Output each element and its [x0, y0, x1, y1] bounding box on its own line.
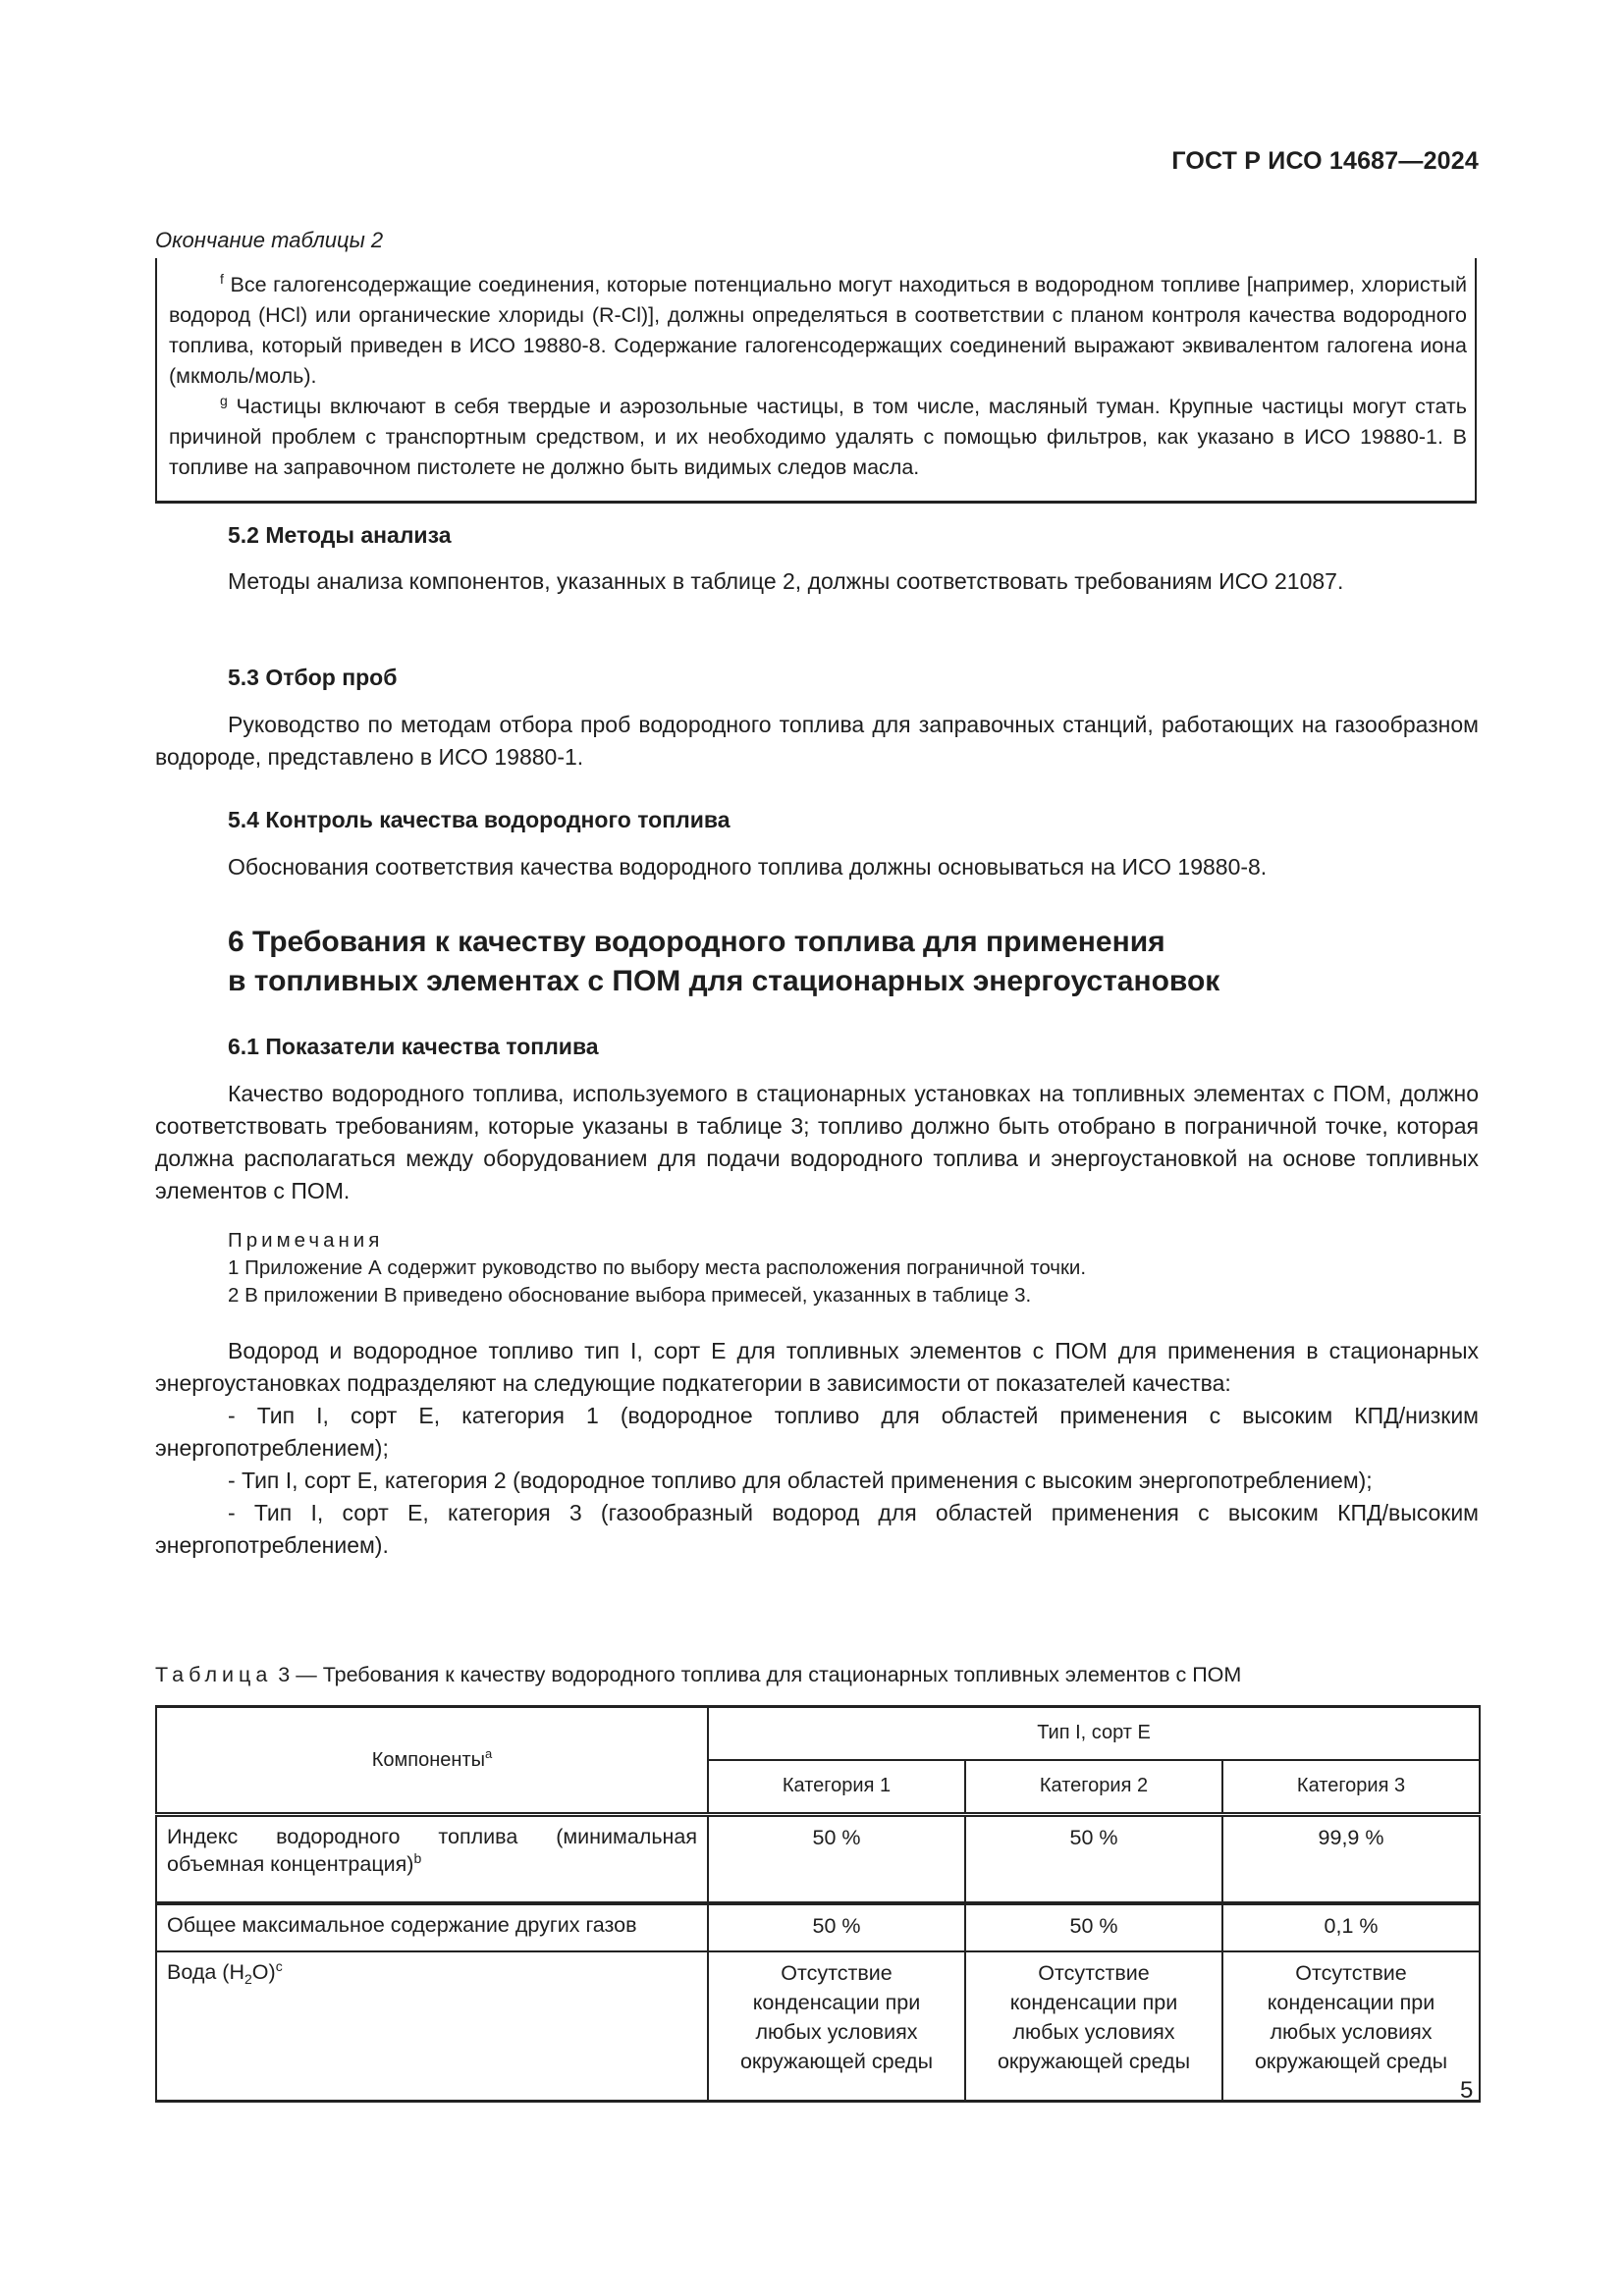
footnote-g: $^g$ Частицы включают в себя твердые и аэрозольные частицы, в том числе, масляный туман. Крупные частицы могут стать причиной проблем с транспортным средством, и их необходимо удалять с помощью фильтров, как указано в ИСО 19880-1. В топливе на заправочном пистолете не должно быть видимых следов масла.: [169, 393, 1467, 479]
cell-value: Отсутствие конденсации при любых условиях окружающей среды: [708, 1951, 965, 2102]
footnote-mark: g: [220, 393, 228, 408]
note-item: 2 В приложении В приведено обоснование выбора примесей, указанных в таблице 3.: [228, 1284, 1032, 1307]
col-header-components: Компоненты$^a$: [156, 1707, 708, 1815]
section-5-3-text: Руководство по методам отбора проб водородного топлива для заправочных станций, работающих на газообразном водороде, представлено в ИСО 19880-1.: [155, 712, 1479, 770]
table3-caption: Таблица 3 — Требования к качеству водородного топлива для стационарных топливных элементов с ПОМ: [155, 1663, 1242, 1686]
col-header-category-3: Категория 3: [1222, 1760, 1480, 1815]
section-5-4-title: 5.4 Контроль качества водородного топлива: [228, 807, 731, 832]
category-item: - Тип I, сорт E, категория 3 (газообразный водород для областей применения с высоким КПД/высоким энергопотреблением).: [155, 1500, 1479, 1558]
section-5-2-text: Методы анализа компонентов, указанных в таблице 2, должны соответствовать требованиям ИСО 21087.: [228, 568, 1344, 594]
cell-value: 50 %: [965, 1815, 1222, 1904]
table-row: [156, 1951, 1480, 2102]
category-item: - Тип I, сорт E, категория 1 (водородное топливо для областей применения с высоким КПД/низким энергопотреблением);: [155, 1403, 1479, 1461]
cell-value: 99,9 %: [1222, 1815, 1480, 1904]
table2-footnotes-box: [155, 258, 1477, 504]
row-label: Общее максимальное содержание других газов: [156, 1903, 708, 1951]
section-5-4-text: Обоснования соответствия качества водородного топлива должны основываться на ИСО 19880-8.: [228, 854, 1268, 880]
cell-value: 50 %: [708, 1815, 965, 1904]
section-6-title: 6 Требования к качеству водородного топлива для применения в топливных элементах с ПОМ для стационарных энергоустановок: [228, 926, 1220, 997]
footnote-mark: f: [220, 271, 224, 287]
col-header-category-2: Категория 2: [965, 1760, 1222, 1815]
table-continuation-label: Окончание таблицы 2: [155, 228, 384, 252]
section-5-3-title: 5.3 Отбор проб: [228, 665, 398, 690]
section-6-1-title: 6.1 Показатели качества топлива: [228, 1034, 599, 1059]
cell-value: 50 %: [965, 1903, 1222, 1951]
cell-value: 50 %: [708, 1903, 965, 1951]
cell-value: Отсутствие конденсации при любых условиях окружающей среды: [1222, 1951, 1480, 2102]
row-label: Индекс водородного топлива (минимальная объемная концентрация)$^b$: [156, 1815, 708, 1904]
table-row: [156, 1815, 1480, 1904]
note-item: 1 Приложение А содержит руководство по выбору места расположения пограничной точки.: [228, 1256, 1087, 1279]
section-6-1-text: Качество водородного топлива, используемого в стационарных установках на топливных элементах с ПОМ, должно соответствовать требованиям, которые указаны в таблице 3; топливо должно быть отобрано в пограничной точке, которая должна располагаться между оборудованием для подачи водородного топлива и энергоустановкой на основе топливных элементов с ПОМ.: [155, 1081, 1479, 1203]
cell-value: 0,1 %: [1222, 1903, 1480, 1951]
category-item: - Тип I, сорт E, категория 2 (водородное топливо для областей применения с высоким энергопотреблением);: [228, 1468, 1373, 1493]
footnote-f: $^f$ Все галогенсодержащие соединения, которые потенциально могут находиться в водородном топливе [например, хлористый водород (HCl) или органические хлориды (R-Cl)], должны определяться в соответствии с планом контроля качества водородного топлива, который приведен в ИСО 19880-8. Содержание галогенсодержащих соединений выражают эквивалентом галогена иона (мкмоль/моль).: [169, 271, 1467, 388]
table3-requirements: [155, 1705, 1481, 2103]
section-5-2-title: 5.2 Методы анализа: [228, 522, 452, 548]
col-header-group: Тип I, сорт E: [708, 1707, 1480, 1760]
row-label: Вода $(H_2O)^c$: [156, 1951, 708, 2102]
page-number: 5: [1460, 2077, 1474, 2104]
document-header-id: ГОСТ Р ИСО 14687—2024: [1171, 147, 1479, 175]
cell-value: Отсутствие конденсации при любых условиях окружающей среды: [965, 1951, 1222, 2102]
categories-intro: Водород и водородное топливо тип I, сорт E для топливных элементов с ПОМ для применения в стационарных энергоустановках подразделяют на следующие подкатегории в зависимости от показателей качества: - Тип I, сорт E, категория 1 (водородное топливо для областей применения с высоким КПД/низким энергопотреблением); - Тип I, сорт E, категория 2 (водородное топливо для областей применения с высоким энергопотреблением); - Тип I, сорт E, категория 3 (газообразный водород для областей применения с высоким КПД/высоким энергопотреблением).: [155, 1335, 1479, 1562]
col-header-category-1: Категория 1: [708, 1760, 965, 1815]
table-row: [156, 1903, 1480, 1951]
notes-block: [228, 1227, 1086, 1309]
notes-title: Примечания: [228, 1229, 384, 1252]
